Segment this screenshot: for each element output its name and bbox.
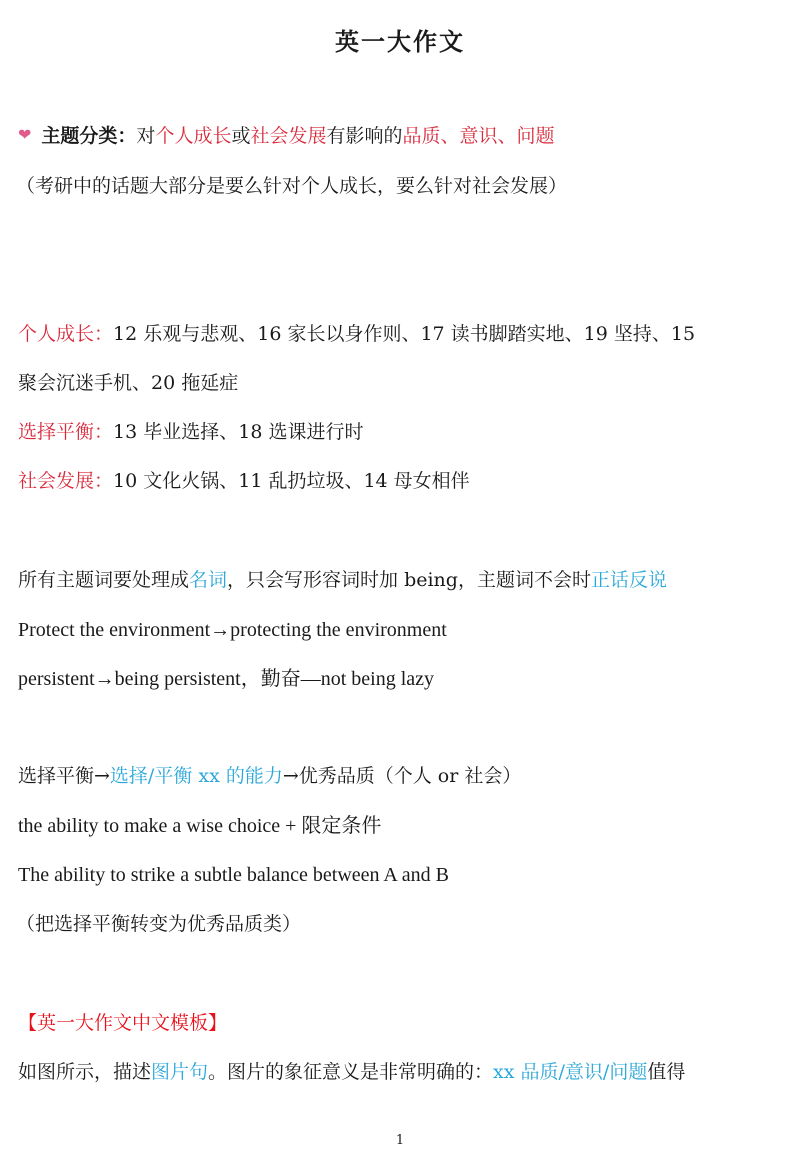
highlight-quality: xx 品质/意识/问题 [493, 1061, 648, 1083]
category-choice-balance [18, 419, 363, 445]
text: 选择平衡→ [18, 765, 110, 787]
text: 有影响的 [326, 125, 403, 147]
heart-icon: ❤ [18, 125, 32, 144]
page-number: 1 [395, 1133, 405, 1148]
text: 对 [136, 125, 156, 147]
template-heading: 【英一大作文中文模板】 [18, 1012, 228, 1034]
balance-rule-line [18, 763, 521, 789]
category-items: 10 文化火锅、11 乱扔垃圾、14 母女相伴 [113, 470, 470, 492]
highlight-social-development: 社会发展 [250, 125, 327, 147]
example-line: Protect the environment→protecting the environment [18, 619, 447, 641]
highlight-qualities: 品质、意识、问题 [402, 125, 555, 147]
highlight-personal-growth: 个人成长 [155, 125, 232, 147]
balance-example-line: The ability to strike a subtle balance between A and B [18, 864, 449, 886]
category-social-development [18, 468, 470, 494]
category-label: 选择平衡： [18, 421, 114, 443]
topic-label: 主题分类： [41, 125, 137, 147]
noun-rule-line [18, 567, 667, 593]
highlight-noun: 名词 [189, 569, 228, 591]
highlight-ability: 选择/平衡 xx 的能力 [109, 765, 283, 787]
highlight-reverse: 正话反说 [590, 569, 667, 591]
category-label: 个人成长： [18, 323, 114, 345]
text: 所有主题词要处理成 [18, 569, 190, 591]
note-exam-topics: （考研中的话题大部分是要么针对个人成长，要么针对社会发展） [16, 175, 568, 197]
text: 。图片的象征意义是非常明确的： [208, 1061, 494, 1083]
category-label: 社会发展： [18, 470, 114, 492]
topic-classification-line [18, 122, 555, 149]
note-balance: （把选择平衡转变为优秀品质类） [16, 913, 302, 935]
text: 如图所示，描述 [18, 1061, 152, 1083]
category-items: 12 乐观与悲观、16 家长以身作则、17 读书脚踏实地、19 坚持、15 [113, 323, 696, 345]
template-line [18, 1059, 685, 1085]
text: 值得 [647, 1061, 686, 1083]
example-line: persistent→being persistent，勤奋—not being lazy [18, 668, 435, 690]
balance-example-line: the ability to make a wise choice + 限定条件 [18, 815, 382, 837]
highlight-picture-sentence: 图片句 [151, 1061, 209, 1083]
category-personal-growth [18, 321, 695, 347]
text: 或 [231, 125, 251, 147]
category-items: 13 毕业选择、18 选课进行时 [113, 421, 364, 443]
text: ，只会写形容词时加 being，主题词不会时 [227, 569, 591, 591]
category-personal-growth-cont: 聚会沉迷手机、20 拖延症 [18, 372, 239, 394]
text: →优秀品质（个人 or 社会） [282, 765, 522, 787]
document-title: 英一大作文 [335, 27, 465, 56]
